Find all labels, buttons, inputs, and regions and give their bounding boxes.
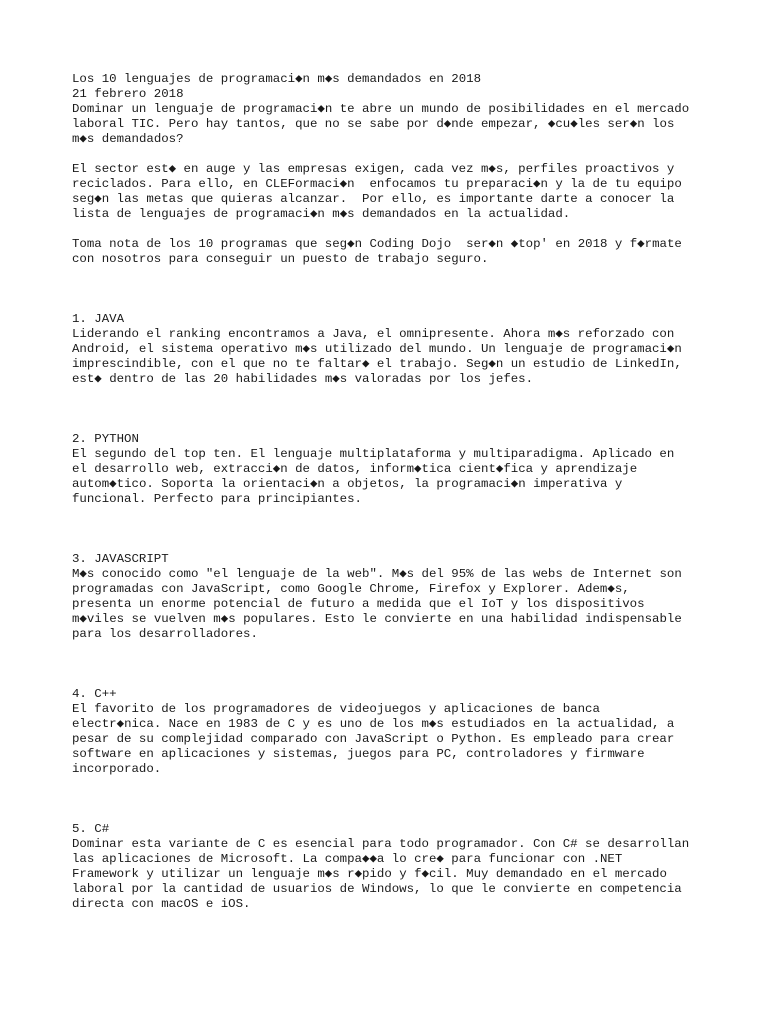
intro-paragraph: Dominar un lenguaje de programaci◆n te abre un mundo de posibilidades en el mercado laboral TIC. Pero hay tantos, que no se sabe por d◆nde empezar, ◆cu◆les ser◆n los m◆s demandados?: [72, 102, 690, 146]
section-body-csharp: Dominar esta variante de C es esencial para todo programador. Con C# se desarrollan las aplicaciones de Microsoft. La compa◆◆a lo cre◆ para funcionar con .NET Framework y utilizar un lenguaje m◆s r◆pido y f◆cil. Muy demandado en el mercado laboral por la cantidad de usuarios de Windows, lo que le convierte en competencia directa con macOS e iOS.: [72, 837, 690, 911]
document-page: [72, 72, 702, 912]
section-body-python: El segundo del top ten. El lenguaje multiplataforma y multiparadigma. Aplicado en el desarrollo web, extracci◆n de datos, inform◆tica cient◆fica y aprendizaje autom◆tico. Soporta la orientaci◆n a objetos, la programaci◆n imperativa y funcional. Perfecto para principiantes.: [72, 447, 675, 506]
section-body-javascript: M◆s conocido como "el lenguaje de la web". M◆s del 95% de las webs de Internet son programadas con JavaScript, como Google Chrome, Firefox y Explorer. Adem◆s, presenta un enorme potencial de futuro a medida que el IoT y los dispositivos m◆viles se vuelven m◆s populares. Esto le convierte en una habilidad indispensable para los desarrolladores.: [72, 567, 682, 641]
section-heading-javascript: 3. JAVASCRIPT: [72, 552, 169, 566]
document-title: Los 10 lenguajes de programaci◆n m◆s demandados en 2018: [72, 72, 482, 86]
section-heading-java: 1. JAVA: [72, 312, 125, 326]
section-body-java: Liderando el ranking encontramos a Java, el omnipresente. Ahora m◆s reforzado con Android, el sistema operativo m◆s utilizado del mundo. Un lenguaje de programaci◆n imprescindible, con el que no te faltar◆ el trabajo. Seg◆n un estudio de LinkedIn, est◆ dentro de las 20 habilidades m◆s valoradas por los jefes.: [72, 327, 682, 386]
section-heading-csharp: 5. C#: [72, 822, 110, 836]
section-heading-cpp: 4. C++: [72, 687, 117, 701]
document-date: 21 febrero 2018: [72, 87, 184, 101]
section-heading-python: 2. PYTHON: [72, 432, 139, 446]
section-body-cpp: El favorito de los programadores de videojuegos y aplicaciones de banca electr◆nica. Nace en 1983 de C y es uno de los m◆s estudiados en la actualidad, a pesar de su complejidad comparado con JavaScript o Python. Es empleado para crear software en aplicaciones y sistemas, juegos para PC, controladores y firmware incorporado.: [72, 702, 675, 776]
intro-paragraph: El sector est◆ en auge y las empresas exigen, cada vez m◆s, perfiles proactivos y reciclados. Para ello, en CLEFormaci◆n enfocamos tu preparaci◆n y la de tu equipo seg◆n las metas que quieras alcanzar. Por ello, es importante darte a conocer la lista de lenguajes de programaci◆n m◆s demandados en la actualidad.: [72, 162, 682, 221]
intro-paragraph: Toma nota de los 10 programas que seg◆n Coding Dojo ser◆n ◆top' en 2018 y f◆rmate con nosotros para conseguir un puesto de trabajo seguro.: [72, 237, 682, 266]
